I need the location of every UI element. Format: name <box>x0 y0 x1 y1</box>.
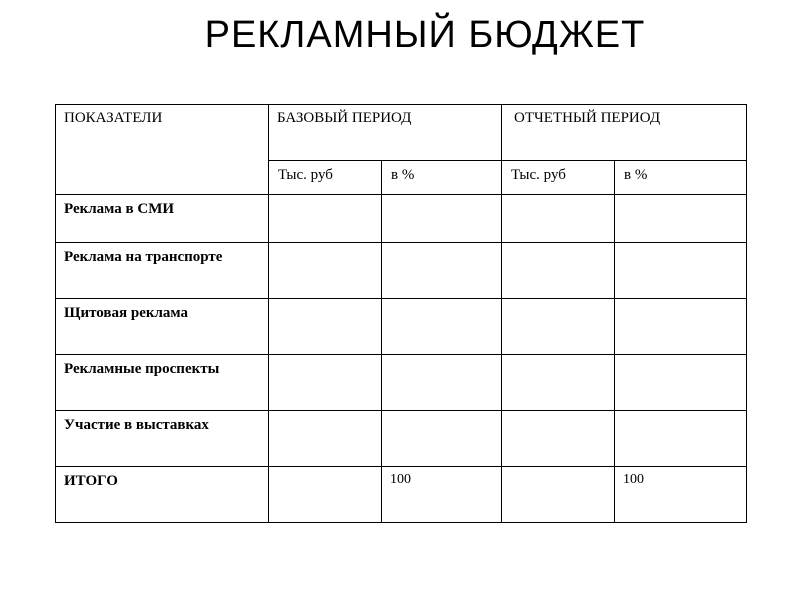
value-cell <box>269 355 382 411</box>
page-title: РЕКЛАМНЫЙ БЮДЖЕТ <box>204 14 646 56</box>
value-cell <box>615 411 747 467</box>
cell-value <box>269 467 381 472</box>
total-label: ИТОГО <box>64 473 118 489</box>
subheader-report-percent <box>615 161 747 195</box>
row-label: Щитовая реклама <box>64 305 189 321</box>
subheader-base-percent <box>382 161 502 195</box>
subheader-label: Тыс. руб <box>278 167 333 183</box>
value-cell <box>269 299 382 355</box>
value-cell <box>615 355 747 411</box>
value-cell <box>269 243 382 299</box>
value-cell <box>502 195 615 243</box>
cell-value <box>382 411 501 416</box>
row-label: Участие в выставках <box>64 417 209 433</box>
value-cell <box>502 467 615 523</box>
cell-value <box>502 411 614 416</box>
cell-value <box>269 355 381 360</box>
cell-value <box>615 355 746 360</box>
row-label-cell <box>56 243 269 299</box>
cell-value <box>269 299 381 304</box>
row-label: Рекламные проспекты <box>64 361 220 377</box>
value-cell <box>382 467 502 523</box>
cell-value <box>382 299 501 304</box>
table-row <box>56 299 747 355</box>
cell-value <box>615 243 746 248</box>
value-cell <box>269 195 382 243</box>
row-label-cell <box>56 299 269 355</box>
subheader-label: в % <box>391 167 415 183</box>
value-cell <box>502 411 615 467</box>
value-cell <box>615 467 747 523</box>
header-indicators-label: ПОКАЗАТЕЛИ <box>64 110 163 126</box>
cell-value <box>615 299 746 304</box>
cell-value <box>502 355 614 360</box>
header-report-period-label: ОТЧЕТНЫЙ ПЕРИОД <box>514 110 661 126</box>
total-base-percent: 100 <box>390 472 411 487</box>
cell-value <box>502 195 614 200</box>
row-label-cell <box>56 467 269 523</box>
cell-value <box>382 243 501 248</box>
cell-value <box>269 195 381 200</box>
header-report-period <box>502 105 747 161</box>
cell-value <box>269 243 381 248</box>
value-cell <box>269 467 382 523</box>
value-cell <box>615 243 747 299</box>
header-row <box>56 105 747 161</box>
value-cell <box>382 299 502 355</box>
total-report-percent: 100 <box>623 472 645 487</box>
subheader-report-thousands <box>502 161 615 195</box>
table-row <box>56 411 747 467</box>
row-label-cell <box>56 195 269 243</box>
value-cell <box>615 299 747 355</box>
row-label: Реклама в СМИ <box>64 201 175 217</box>
cell-value <box>269 411 381 416</box>
value-cell <box>502 299 615 355</box>
row-label-cell <box>56 411 269 467</box>
budget-table <box>55 104 747 523</box>
table-row <box>56 355 747 411</box>
cell-value <box>502 243 614 248</box>
header-base-period <box>269 105 502 161</box>
cell-value <box>502 299 614 304</box>
header-base-period-label: БАЗОВЫЙ ПЕРИОД <box>277 110 412 126</box>
value-cell <box>502 243 615 299</box>
value-cell <box>382 411 502 467</box>
value-cell <box>502 355 615 411</box>
cell-value <box>502 467 614 472</box>
row-label-cell <box>56 355 269 411</box>
value-cell <box>382 195 502 243</box>
value-cell <box>382 355 502 411</box>
subheader-label: Тыс. руб <box>511 167 566 183</box>
cell-value <box>382 195 501 200</box>
subheader-label: в % <box>624 167 648 183</box>
value-cell <box>382 243 502 299</box>
value-cell <box>269 411 382 467</box>
cell-value <box>382 355 501 360</box>
table-row <box>56 195 747 243</box>
cell-value <box>615 195 746 200</box>
row-label: Реклама на транспорте <box>64 249 223 265</box>
cell-value <box>615 411 746 416</box>
total-row <box>56 467 747 523</box>
table-row <box>56 243 747 299</box>
subheader-base-thousands <box>269 161 382 195</box>
value-cell <box>615 195 747 243</box>
header-indicators <box>56 105 269 195</box>
